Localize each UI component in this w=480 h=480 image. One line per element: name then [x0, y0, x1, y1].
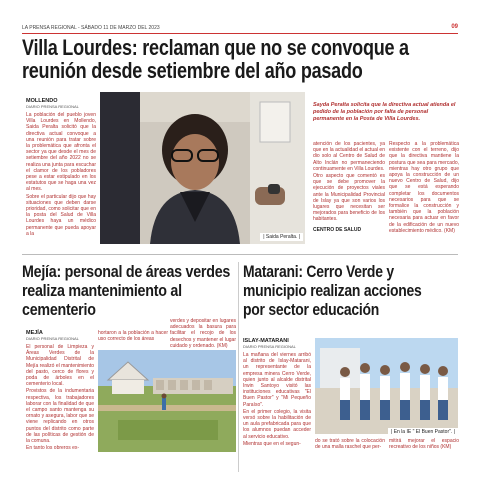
story1-col3-subhead: CENTRO DE SALUD [313, 226, 362, 233]
story2-photo [98, 350, 236, 452]
story3-headline-line3: por sector educación [243, 300, 380, 319]
story3-byline: ISLAY-MATARANI [243, 338, 289, 344]
story2-headline-line2: realiza mantenimiento al [22, 281, 182, 300]
story3-byline-sub: DIARIO PRENSA REGIONAL [243, 344, 296, 349]
story1-byline-block [26, 98, 79, 109]
story1-col1 [26, 112, 96, 237]
story2-col1-p2: Provistos de la indumentaria respectiva, los trabajadores laborar con la finalidad de que el campo santo mantenga su ornato y asegura, labor que se viene replicando en otros puntos del distrito como parte de las políticas de gestión de la comuna. [26, 388, 94, 445]
column-divider [238, 262, 239, 472]
section-divider [22, 254, 458, 255]
story2-headline-line3: cementerio [22, 300, 96, 319]
story1-photo-caption: | Saida Peralta. | [260, 233, 303, 241]
story2-col1 [26, 344, 94, 451]
story3-col1-p1: La mañana del viernes arribó al distrito de Islay-Matarani, un representante de la empresa minera Cerro Verde, quien junto al alcalde distrital Irwin Santoyo visitó las instituciones educativas "El Buen Pastor" y "Mi Pequeño Paraíso". [243, 352, 311, 408]
story1-col4 [389, 141, 459, 234]
story2-col2-p1: hortaron a la población a hacer uso correcto de los áreas [98, 330, 168, 343]
story2-col2 [98, 330, 168, 342]
story3-col3-p1: mitirá mejorar el espacio recreativo de los niños (KM) [389, 438, 459, 451]
story2-col3-p1: verdes y depositar en lugares adecuados la basura para facilitar el recojo de los desechos y mantener el lugar cuidado y ordenado. (KM) [170, 318, 236, 349]
woman-portrait-image [100, 92, 305, 244]
story3-photo-caption: | En la IE " El Buen Pastor". | [388, 428, 458, 436]
story3-headline [243, 262, 456, 319]
story2-byline-sub: DIARIO PRENSA REGIONAL [26, 336, 79, 341]
cemetery-image [98, 350, 236, 452]
story1-headline-line2: reunión desde setiembre del año pasado [22, 58, 363, 83]
story1-headline-line1: Villa Lourdes: reclaman que no se convoque a [22, 35, 409, 60]
story1-byline-sub: DIARIO PRENSA REGIONAL [26, 104, 79, 109]
story1-col3 [313, 141, 385, 233]
story3-col3 [389, 438, 459, 450]
story2-headline [22, 262, 231, 319]
story1-col1-p2: Sobre el particular dijo que hay situaciones que deben darse prioridad, como solicitar que en la posta del Salud de Villa Lourdes haya un médico permanente que pueda apoyar a la [26, 193, 96, 237]
story1-pull-quote: Sayda Peralta solicita que la directiva actual atienda el pedido de la población por falta de personal permanente en la Posta de Villa Lourdes. [313, 102, 456, 122]
story1-col3-p2: Otro aspecto que comentó es que se debe promover la ejecución de proyectos viales ante la Municipalidad Provincial de Islay ya que son varios los lugares que necesitan ser mejorados para beneficio de los habitantes. [313, 173, 385, 223]
story3-col2-p1: do se trató sobre la colocación de una malla raschel que per- [315, 438, 385, 451]
story1-col1-p1: La población del pueblo joven Villa Lourdes en Mollendo, Saida Peralta solicitó que la directiva actual convoque a una reunión para tratar sobre la problemática que afronta el sector ya que desde el mes de setiembre del año 2022 no se realiza una junta para escuchar el clamor de los pobladores pese a estar estipulado en los estatutos que se haga una vez al mes. [26, 112, 96, 193]
story3-headline-line1: Matarani: Cerro Verde y [243, 262, 394, 281]
story3-byline-block [243, 338, 296, 349]
story3-photo [315, 338, 458, 434]
publication-line: LA PRENSA REGIONAL - SÁBADO 11 DE MARZO DEL 2023 [22, 25, 160, 31]
story1-col4-p1: Respecto a la problemática existente con el terreno, dijo que la directiva mantiene la postura que sea para mercado, mientras hay otro grupo que apoya la construcción de un nuevo Centro de Salud, dijo que se está esperando completar los documentos necesarios para que se formalice la construcción y también que la población necesaria para actuar en favor de la edificación de un nuevo establecimiento médico. (KM) [389, 141, 459, 234]
story3-col1 [243, 352, 311, 447]
school-visit-image [315, 338, 458, 434]
story2-headline-line1: Mejía: personal de áreas verdes [22, 262, 231, 281]
story1-headline [22, 35, 409, 83]
story3-col1-p3: Mientras que en el segun- [243, 440, 301, 447]
story2-byline: MEJÍA [26, 330, 43, 336]
story3-headline-line2: municipio realizan acciones [243, 281, 422, 300]
story2-col1-p1: El personal de Limpieza y Áreas Verdes de la Municipalidad Distrital de Mejía realizó el mantenimiento del pasto, cerco de flores y poda de árboles en el cementerio local. [26, 344, 94, 388]
story3-col1-p2: En el primer colegio, la visita versó sobre la habilitación de un aula prefabricada para que los alumnos puedan acceder al servicio educativo. [243, 408, 311, 440]
story2-col3 [170, 318, 236, 349]
story2-byline-block [26, 330, 79, 341]
story1-col3-p1: atención de los pacientes, ya que en la actualidad el actual en dio solo al Centro de Salud de Alto Inclán no permaneciendo continuamente en Villa Lourdes. [313, 141, 385, 172]
page-header [22, 24, 458, 34]
story3-col2 [315, 438, 385, 450]
story1-byline: MOLLENDO [26, 98, 58, 104]
page-number: 09 [451, 24, 458, 30]
story2-col1-p3: En tanto los obreros ex- [26, 445, 80, 452]
story1-photo [100, 92, 305, 244]
